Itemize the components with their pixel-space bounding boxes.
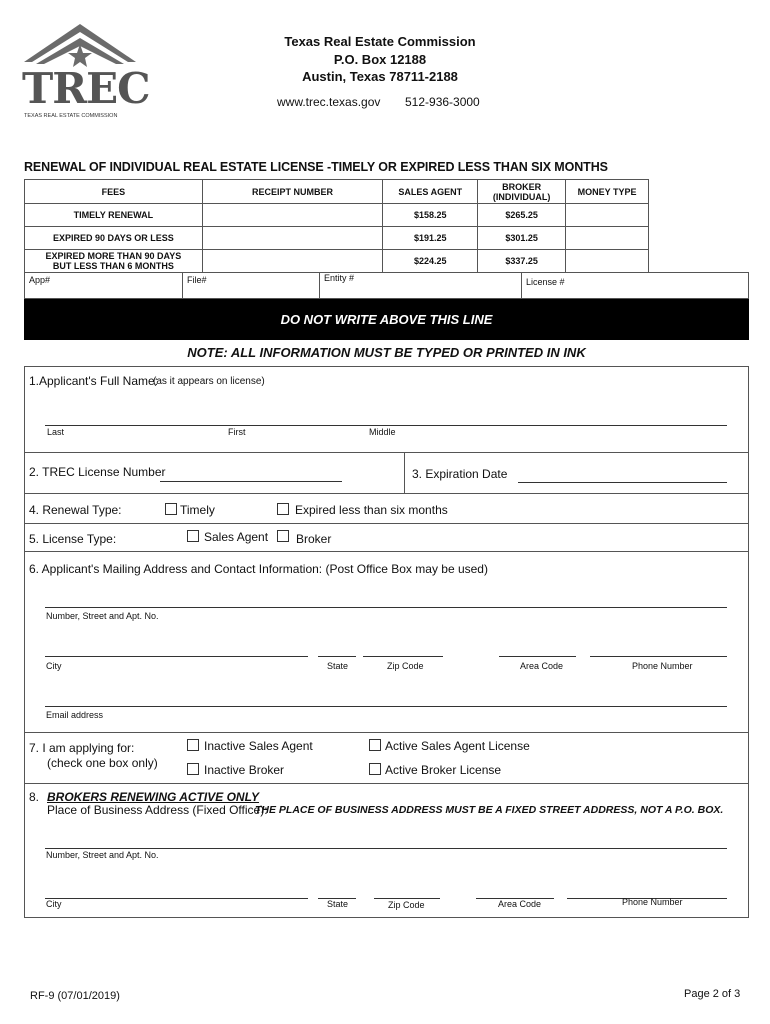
app-field[interactable] — [25, 273, 183, 298]
expired-label: Expired less than six months — [295, 503, 448, 517]
office-use-row — [24, 272, 749, 299]
business-street-label: Number, Street and Apt. No. — [46, 850, 159, 860]
section-renewal-type — [24, 493, 749, 524]
section-license-number — [24, 452, 749, 494]
license-field[interactable] — [521, 273, 748, 298]
broker-label: Broker — [296, 532, 332, 546]
business-street-input[interactable] — [45, 848, 727, 849]
sales-fee: $224.25 — [383, 250, 478, 273]
broker-fee: $301.25 — [478, 227, 566, 250]
fee-label: TIMELY RENEWAL — [25, 204, 203, 227]
page-number: Page 2 of 3 — [684, 988, 741, 1000]
city-label: City — [46, 661, 62, 671]
broker-fee: $265.25 — [478, 204, 566, 227]
applying-for-label: 7. I am applying for: — [29, 741, 135, 755]
timely-checkbox[interactable] — [165, 503, 177, 515]
business-zip-input[interactable] — [374, 898, 440, 899]
business-area-code-label: Area Code — [498, 899, 542, 909]
business-state-label: State — [327, 899, 349, 909]
fee-label: EXPIRED MORE THAN 90 DAYS BUT LESS THAN 6 MONTHS — [25, 250, 203, 273]
inactive-sales-agent-checkbox[interactable] — [187, 739, 199, 751]
receipt-cell[interactable] — [202, 250, 383, 273]
street-label: Number, Street and Apt. No. — [46, 611, 159, 621]
money-type-cell[interactable] — [566, 250, 649, 273]
active-sales-agent-checkbox[interactable] — [369, 739, 381, 751]
inactive-sales-agent-label: Inactive Sales Agent — [204, 739, 313, 753]
phone-label: Phone Number — [632, 661, 693, 671]
active-sales-agent-label: Active Sales Agent License — [385, 739, 530, 753]
inactive-broker-label: Inactive Broker — [204, 763, 285, 777]
full-name-hint: (as it appears on license) — [153, 376, 265, 387]
broker-fee: $337.25 — [478, 250, 566, 273]
place-of-business-label: Place of Business Address (Fixed Office): — [47, 803, 268, 817]
brokers-heading: BROKERS RENEWING ACTIVE ONLY — [47, 790, 260, 804]
timely-label: Timely — [180, 503, 215, 517]
broker-checkbox[interactable] — [277, 530, 289, 542]
org-name: Texas Real Estate Commission — [284, 34, 476, 49]
file-label: File# — [187, 275, 207, 285]
website-link[interactable]: www.trec.texas.gov — [277, 95, 381, 109]
full-name-label: 1.Applicant's Full Name: — [29, 374, 159, 388]
file-field[interactable] — [183, 273, 320, 298]
broker-header: BROKER (INDIVIDUAL) — [478, 180, 566, 204]
section-business-address — [24, 783, 749, 918]
form-title: RENEWAL OF INDIVIDUAL REAL ESTATE LICENSE -TIMELY OR EXPIRED LESS THAN SIX MONTHS — [24, 160, 608, 174]
section-mailing-address — [24, 551, 749, 733]
middle-label: Middle — [369, 427, 396, 437]
inactive-broker-checkbox[interactable] — [187, 763, 199, 775]
expiration-date-input[interactable] — [518, 482, 727, 483]
table-row — [25, 204, 649, 227]
receipt-cell[interactable] — [202, 204, 383, 227]
sales-fee: $158.25 — [383, 204, 478, 227]
sales-agent-label: Sales Agent — [204, 530, 269, 544]
logo-subtext: TEXAS REAL ESTATE COMMISSION — [24, 113, 118, 119]
full-name-input[interactable] — [45, 425, 727, 426]
active-broker-checkbox[interactable] — [369, 763, 381, 775]
city-line: Austin, Texas 78711-2188 — [302, 69, 458, 84]
app-label: App# — [29, 275, 51, 285]
po-box: P.O. Box 12188 — [333, 52, 427, 67]
fees-table — [24, 179, 649, 273]
sales-agent-header: SALES AGENT — [383, 180, 478, 204]
receipt-header: RECEIPT NUMBER — [202, 180, 383, 204]
business-city-label: City — [46, 899, 62, 909]
active-broker-label: Active Broker License — [385, 763, 502, 777]
zip-label: Zip Code — [387, 661, 424, 671]
entity-field[interactable] — [320, 271, 520, 296]
table-row — [25, 227, 649, 250]
sales-fee: $191.25 — [383, 227, 478, 250]
city-input[interactable] — [45, 656, 308, 657]
license-label: License # — [526, 277, 565, 287]
expired-checkbox[interactable] — [277, 503, 289, 515]
logo-wordmark: TREC — [22, 64, 150, 113]
renewal-type-label: 4. Renewal Type: — [29, 503, 122, 517]
business-zip-label: Zip Code — [388, 900, 425, 910]
first-label: First — [228, 427, 246, 437]
business-phone-label: Phone Number — [622, 897, 683, 907]
expiration-date-label: 3. Expiration Date — [412, 467, 508, 481]
fees-header: FEES — [25, 180, 203, 204]
sales-agent-checkbox[interactable] — [187, 530, 199, 542]
email-label: Email address — [46, 710, 104, 720]
business-city-input[interactable] — [45, 898, 308, 899]
mailing-address-label: 6. Applicant's Mailing Address and Contact Information: (Post Office Box may be used) — [29, 562, 488, 576]
section-license-type — [24, 523, 749, 552]
money-type-header: MONEY TYPE — [566, 180, 649, 204]
receipt-cell[interactable] — [202, 227, 383, 250]
zip-input[interactable] — [363, 656, 443, 657]
state-input[interactable] — [318, 656, 356, 657]
fee-label: EXPIRED 90 DAYS OR LESS — [25, 227, 203, 250]
street-input[interactable] — [45, 607, 727, 608]
money-type-cell[interactable] — [566, 204, 649, 227]
phone-input[interactable] — [590, 656, 727, 657]
trec-logo — [20, 20, 150, 122]
state-label: State — [327, 661, 349, 671]
ink-note: NOTE: ALL INFORMATION MUST BE TYPED OR PRINTED IN INK — [187, 345, 586, 360]
section-full-name — [24, 366, 749, 453]
license-number-label: 2. TREC License Number — [29, 465, 166, 479]
email-input[interactable] — [45, 706, 727, 707]
license-type-label: 5. License Type: — [29, 532, 117, 546]
section-applying-for — [24, 732, 749, 784]
applying-for-hint: (check one box only) — [47, 756, 158, 770]
entity-label: Entity # — [324, 273, 355, 283]
table-row — [25, 250, 649, 273]
area-code-label: Area Code — [520, 661, 564, 671]
do-not-write-banner: DO NOT WRITE ABOVE THIS LINE — [24, 299, 749, 340]
po-box-warning: THE PLACE OF BUSINESS ADDRESS MUST BE A FIXED STREET ADDRESS, NOT A P.O. BOX. — [255, 804, 724, 816]
section-8-number: 8. — [29, 790, 40, 804]
phone-number: 512-936-3000 — [405, 95, 480, 109]
license-number-input[interactable] — [160, 481, 342, 482]
money-type-cell[interactable] — [566, 227, 649, 250]
area-code-input[interactable] — [499, 656, 576, 657]
form-id: RF-9 (07/01/2019) — [30, 990, 120, 1002]
last-label: Last — [47, 427, 65, 437]
